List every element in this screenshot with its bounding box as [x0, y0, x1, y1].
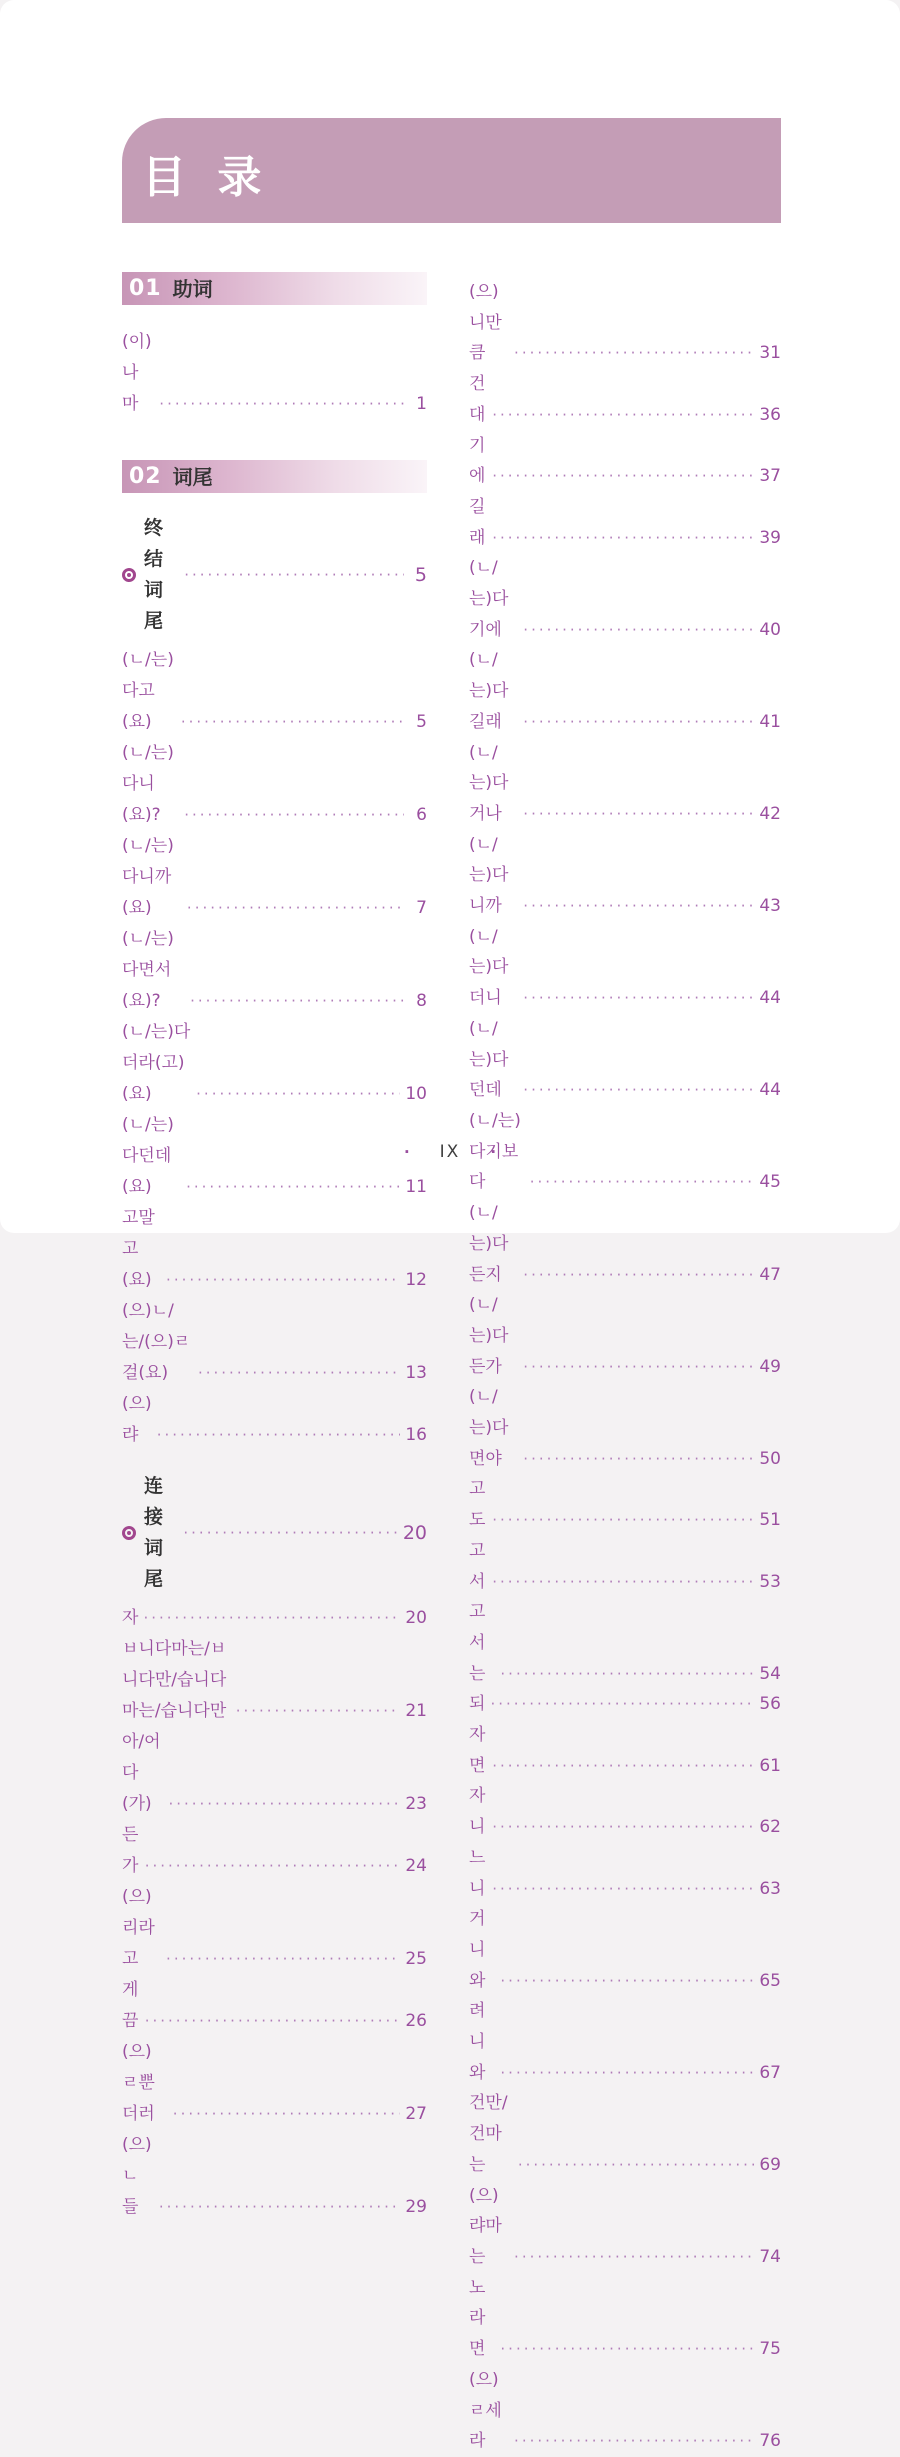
- entry-label: ㅂ니다마는/ㅂ니다만/습니다마는/습니다만: [122, 1639, 227, 1721]
- toc-entry-row: [469, 1536, 781, 1597]
- entry-label: 게끔: [122, 1980, 139, 2031]
- connective-endings-entries: [122, 1603, 427, 2223]
- entry-page-number: 37: [759, 466, 781, 487]
- entry-label: (이)나마: [122, 332, 152, 414]
- entry-label: 건대: [469, 374, 486, 425]
- entry-page-number: 39: [759, 527, 781, 548]
- toc-entry-row: [469, 1843, 781, 1904]
- entry-page-number: 44: [759, 1080, 781, 1101]
- entry-label: 길래: [469, 496, 486, 548]
- entry-label: (ㄴ/는)다기에: [469, 558, 509, 640]
- toc-entry-row: [122, 1727, 427, 1820]
- entry-page-number: 75: [759, 2339, 781, 2360]
- entry-label: (ㄴ/는)다면서(요)?: [122, 929, 174, 1011]
- dot-leader: [514, 2426, 754, 2457]
- group-heading-row-connective-endings: [122, 1471, 427, 1595]
- entry-label: (ㄴ/는)다거나: [469, 742, 509, 824]
- entry-page-number: 21: [405, 1701, 427, 1721]
- right-column-entries: [469, 277, 781, 2457]
- dot-leader: [500, 1659, 754, 1690]
- entry-page-number: 63: [759, 1878, 781, 1899]
- toc-entry-row: [122, 1882, 427, 1975]
- dot-leader: [492, 1751, 754, 1782]
- entry-label: 든가: [122, 1825, 139, 1876]
- entry-page-number: 65: [759, 1970, 781, 1991]
- entry-label: (ㄴ/는)다던데(요): [122, 1115, 174, 1197]
- entry-page-number: 6: [416, 805, 427, 825]
- dot-leader: [523, 891, 754, 922]
- toc-entry-row: [469, 369, 781, 430]
- dot-leader: [518, 2150, 755, 2181]
- toc-entry-row: [469, 277, 781, 369]
- entry-label: (으)랴마는: [469, 2185, 502, 2267]
- dot-leader: [492, 1812, 754, 1843]
- entry-page-number: 67: [759, 2062, 781, 2083]
- toc-entry-row: [122, 831, 427, 924]
- entry-page-number: 44: [759, 988, 781, 1009]
- dot-leader: [145, 1851, 401, 1882]
- entry-label: 자니: [469, 1786, 486, 1838]
- toc-entry-row: [122, 2037, 427, 2130]
- dot-leader: [181, 707, 404, 738]
- dot-leader: [523, 1352, 754, 1383]
- section-02-title: 词尾: [172, 464, 213, 489]
- toc-entry-row: [122, 924, 427, 1017]
- dot-leader: [523, 983, 754, 1014]
- entry-label: (ㄴ/는)다면야: [469, 1387, 509, 1469]
- section-02-number: 02: [129, 463, 162, 489]
- dot-leader: [500, 2058, 754, 2089]
- entry-label: 고도: [469, 1479, 486, 1531]
- dot-leader: [530, 1167, 755, 1198]
- entry-page-number: 20: [405, 1608, 427, 1628]
- toc-entry-row: [469, 1290, 781, 1382]
- entry-page-number: 36: [759, 404, 781, 425]
- entry-label: (으)리라고: [122, 1887, 155, 1969]
- section-01-number: 01: [129, 275, 162, 301]
- entry-page-number: 42: [759, 803, 781, 824]
- entry-label: (으)ㄴ들: [122, 2135, 152, 2217]
- toc-entry-row: [469, 1198, 781, 1290]
- entry-label: (으)ㄴ/는/(으)ㄹ걸(요): [122, 1301, 191, 1383]
- entry-label: 아/어다(가): [122, 1732, 161, 1814]
- entry-label: (ㄴ/는)다니까(요): [122, 836, 174, 918]
- entry-page-number: 24: [405, 1856, 427, 1876]
- entry-page-number: 5: [416, 712, 427, 732]
- dot-leader: [523, 1075, 754, 1106]
- dot-leader: [159, 2192, 400, 2223]
- contents-header-banner: [122, 118, 781, 223]
- entry-label: (ㄴ/는)다더라(고)(요): [122, 1022, 191, 1104]
- toc-entry-row: [122, 738, 427, 831]
- entry-label: 되: [469, 1694, 486, 1715]
- section-01-title: 助词: [172, 276, 213, 301]
- entry-label: 고서는: [469, 1602, 486, 1684]
- entry-page-number: 41: [759, 711, 781, 732]
- dot-leader: [523, 707, 754, 738]
- toc-entry-row: [122, 327, 427, 420]
- entry-page-number: 29: [405, 2197, 427, 2217]
- dot-leader: [159, 389, 404, 420]
- toc-entry-row: [469, 2181, 781, 2273]
- entry-page-number: 13: [405, 1363, 427, 1383]
- toc-entry-row: [122, 1603, 427, 1634]
- entry-label: (ㄴ/는)다든지: [469, 1203, 509, 1285]
- entry-page-number: 54: [759, 1663, 781, 1684]
- group-page-number: 20: [402, 1521, 427, 1544]
- toc-entry-row: [469, 1781, 781, 1842]
- entry-page-number: 56: [759, 1694, 781, 1715]
- entry-page-number: 11: [405, 1177, 427, 1197]
- toc-entry-row: [122, 2130, 427, 2223]
- entry-label: (ㄴ/는)다던데: [469, 1018, 509, 1101]
- toc-entry-row: [122, 1975, 427, 2037]
- dot-leader: [492, 523, 754, 554]
- page-footer: [0, 1142, 900, 1162]
- entry-page-number: 23: [405, 1794, 427, 1814]
- entry-label: (ㄴ/는)다니(요)?: [122, 743, 174, 825]
- page-title: 目 录: [142, 151, 270, 203]
- final-endings-entries: [122, 645, 427, 1451]
- footer-dot-left-icon: [404, 1143, 410, 1161]
- toc-entry-row: [469, 738, 781, 830]
- dot-leader: [184, 800, 404, 831]
- dot-leader: [492, 1874, 754, 1905]
- entry-page-number: 62: [759, 1817, 781, 1838]
- entry-page-number: 69: [759, 2154, 781, 2175]
- toc-entry-row: [469, 1382, 781, 1474]
- group-page-number: 5: [414, 563, 427, 586]
- entry-page-number: 16: [405, 1425, 427, 1445]
- dot-leader: [236, 1696, 401, 1727]
- toc-entry-row: [122, 1296, 427, 1389]
- toc-entry-row: [469, 1014, 781, 1106]
- entry-label: 거니와: [469, 1909, 486, 1991]
- toc-entry-row: [469, 1597, 781, 1689]
- entry-page-number: 40: [759, 619, 781, 640]
- entry-page-number: 25: [405, 1949, 427, 1969]
- dot-leader: [492, 1505, 754, 1536]
- entry-label: (으)ㄹ뿐더러: [122, 2042, 155, 2124]
- dot-leader: [183, 1517, 397, 1549]
- entry-page-number: 8: [416, 991, 427, 1011]
- entry-label: (ㄴ/는)다길래: [469, 650, 509, 732]
- entry-label: 기에: [469, 435, 486, 487]
- entry-page-number: 43: [759, 896, 781, 917]
- dot-leader: [500, 2334, 754, 2365]
- toc-right-column: [469, 272, 781, 2457]
- entry-page-number: 74: [759, 2247, 781, 2267]
- dot-leader: [168, 1789, 400, 1820]
- toc-left-column: [122, 272, 427, 2457]
- entry-page-number: 31: [759, 343, 781, 364]
- toc-entry-row: [122, 1203, 427, 1296]
- dot-leader: [523, 615, 754, 646]
- dot-leader: [166, 1944, 400, 1975]
- dot-leader: [492, 1567, 754, 1598]
- entry-page-number: 50: [759, 1448, 781, 1469]
- footer-dot-right-icon: [490, 1143, 496, 1161]
- dot-leader: [490, 1689, 754, 1720]
- toc-entry-row: [469, 431, 781, 492]
- entry-page-number: 53: [759, 1571, 781, 1592]
- page-number: IX: [439, 1142, 461, 1162]
- entry-page-number: 10: [405, 1084, 427, 1104]
- dot-leader: [187, 893, 404, 924]
- entry-label: (ㄴ/는)다고(요): [122, 650, 174, 732]
- toc-entry-row: [122, 645, 427, 738]
- toc-columns: [122, 272, 781, 2457]
- entry-page-number: 26: [405, 2011, 427, 2031]
- toc-entry-row: [469, 492, 781, 553]
- entry-page-number: 61: [759, 1755, 781, 1776]
- dot-leader: [190, 986, 404, 1017]
- entry-label: 고말고(요): [122, 1208, 155, 1290]
- entry-label: 려니와: [469, 2001, 486, 2083]
- entry-label: 고서: [469, 1540, 486, 1592]
- entry-page-number: 49: [759, 1356, 781, 1377]
- toc-entry-row: [469, 645, 781, 737]
- entry-page-number: 45: [759, 1172, 781, 1193]
- toc-entry-row: [469, 2365, 781, 2457]
- dot-leader: [500, 1966, 754, 1997]
- dot-leader: [198, 1358, 400, 1389]
- dot-leader: [145, 2006, 401, 2037]
- entry-label: (으)ㄹ세라: [469, 2369, 502, 2452]
- dot-leader: [166, 1265, 400, 1296]
- entry-label: 건만/건마는: [469, 2093, 508, 2175]
- dot-leader: [523, 1444, 754, 1475]
- toc-entry-row: [122, 1389, 427, 1451]
- toc-entry-row: [469, 1689, 781, 1720]
- toc-entry-row: [122, 1017, 427, 1110]
- dot-leader: [514, 338, 754, 369]
- entry-page-number: 7: [416, 898, 427, 918]
- toc-entry-row: [122, 1634, 427, 1727]
- entry-page-number: 76: [759, 2431, 781, 2452]
- dot-leader: [514, 2242, 754, 2273]
- group-heading-row-final-endings: [122, 513, 427, 637]
- toc-entry-row: [469, 2273, 781, 2365]
- entry-label: 자: [122, 1608, 139, 1628]
- entry-label: (ㄴ/는)다든가: [469, 1295, 509, 1377]
- group-heading: 连接词尾: [144, 1475, 164, 1590]
- entry-label: (으)랴: [122, 1394, 152, 1445]
- dot-leader: [157, 1420, 401, 1451]
- entry-label: 느니: [469, 1847, 486, 1899]
- entry-label: (ㄴ/는)다니까: [469, 834, 509, 917]
- dot-leader: [492, 461, 754, 492]
- section-banner-02: [122, 460, 427, 493]
- dot-leader: [186, 1172, 400, 1203]
- dot-leader: [523, 799, 754, 830]
- entry-page-number: 47: [759, 1264, 781, 1285]
- entry-label: (ㄴ/는)다더니: [469, 926, 509, 1009]
- toc-entry-row: [469, 553, 781, 645]
- entry-page-number: 51: [759, 1510, 781, 1531]
- toc-entry-row: [469, 1996, 781, 2088]
- section-banner-01: [122, 272, 427, 305]
- dot-leader: [173, 2099, 401, 2130]
- toc-entry-row: [469, 1904, 781, 1996]
- group-heading: 终结词尾: [144, 517, 164, 632]
- bullseye-icon: [122, 1526, 136, 1540]
- bullseye-icon: [122, 568, 136, 582]
- dot-leader: [523, 1260, 754, 1291]
- dot-leader: [143, 1603, 400, 1634]
- toc-entry-row: [469, 1720, 781, 1781]
- dot-leader: [196, 1079, 400, 1110]
- toc-entry-row: [469, 2088, 781, 2180]
- entry-label: (ㄴ/는)다기보다: [469, 1110, 521, 1193]
- toc-entry-row: [469, 922, 781, 1014]
- entry-page-number: 1: [416, 394, 427, 414]
- section-01-entries: [122, 327, 427, 420]
- toc-entry-row: [469, 830, 781, 922]
- dot-leader: [492, 400, 754, 431]
- entry-label: 자면: [469, 1725, 486, 1776]
- toc-entry-row: [469, 1474, 781, 1535]
- entry-label: 노라면: [469, 2277, 486, 2360]
- dot-leader: [184, 559, 404, 591]
- toc-entry-row: [122, 1820, 427, 1882]
- entry-label: (으)니만큼: [469, 282, 502, 364]
- entry-page-number: 27: [405, 2104, 427, 2124]
- entry-page-number: 12: [405, 1270, 427, 1290]
